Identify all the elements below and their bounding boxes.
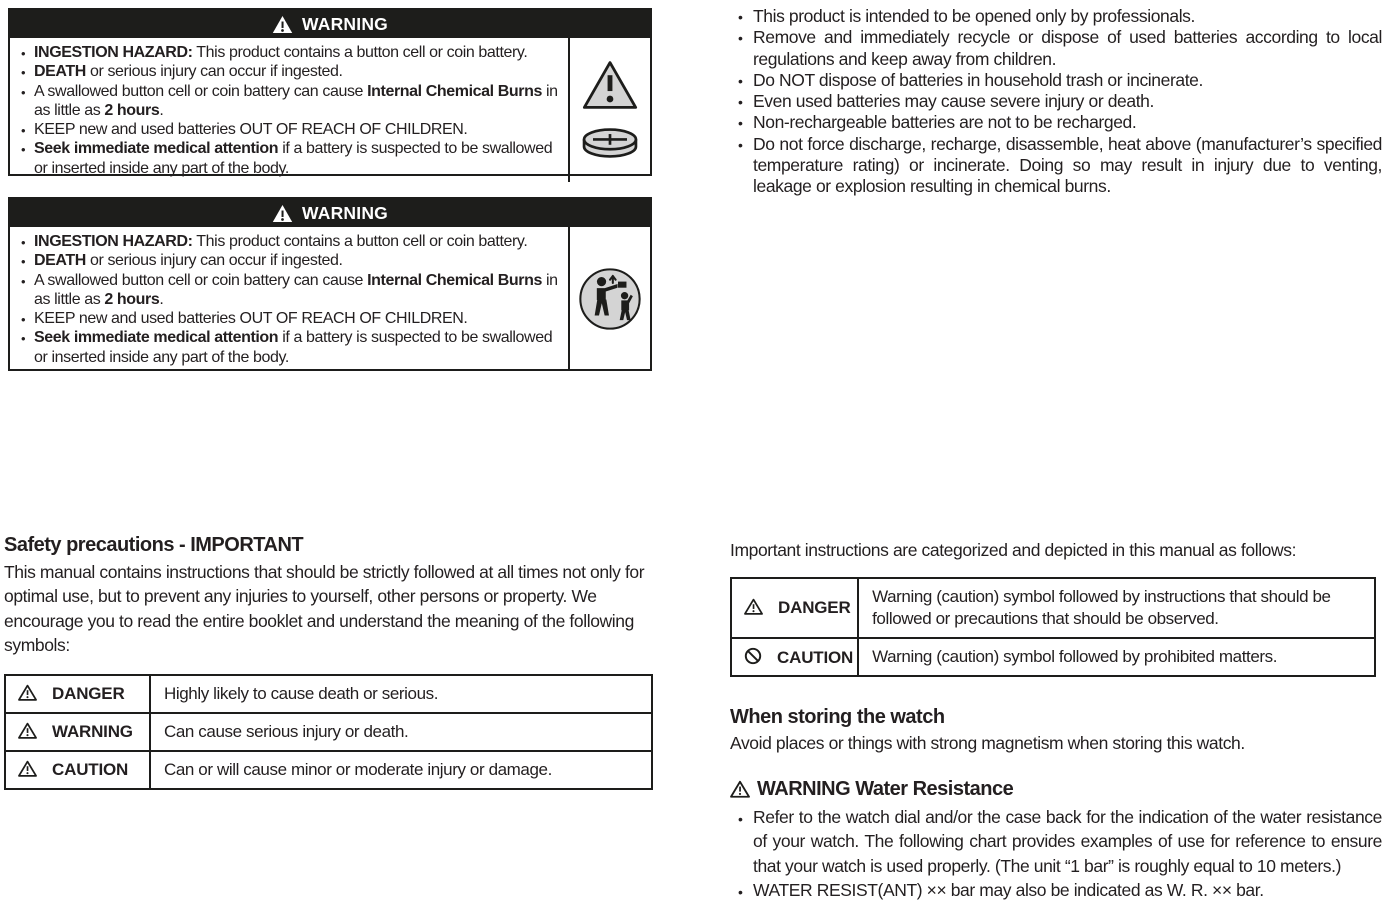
severity-cell xyxy=(5,751,150,789)
bullet-item: • Refer to the watch dial and/or the case back for the indication of the water resistance of your watch. The following chart provides examples of use for reference to ensure that your watch is used properly. (The unit “1 bar” is roughly equal to 10 meters.) xyxy=(730,805,1382,878)
severity-label: WARNING xyxy=(52,721,133,741)
severity-description: Can cause serious injury or death. xyxy=(150,713,652,751)
bullet-item: • INGESTION HAZARD: This product contains a button cell or coin battery. xyxy=(14,232,562,251)
safety-precautions-section xyxy=(4,532,653,790)
warning-triangle-icon xyxy=(18,760,37,777)
bullet-item: • Do not force discharge, recharge, disassemble, heat above (manufacturer’s specified temperature rating) or incinerate. Doing so may result in injury due to venting, leakage or explosion resulting in chemical burns. xyxy=(730,134,1382,198)
prohibition-icon xyxy=(744,647,762,665)
coin-battery-icon xyxy=(581,126,639,160)
battery-precaution-list xyxy=(730,6,1382,198)
table-row xyxy=(731,638,1375,676)
storing-watch-section xyxy=(730,704,1380,755)
bullet-item: • DEATH or serious injury can occur if ingested. xyxy=(14,62,562,81)
warning-triangle-icon xyxy=(730,780,750,798)
warning-icon-column xyxy=(568,227,650,371)
severity-cell xyxy=(5,713,150,751)
severity-label: CAUTION xyxy=(777,647,854,667)
bullet-item: • A swallowed button cell or coin battery can cause Internal Chemical Burns in as little as 2 hours. xyxy=(14,82,562,121)
bullet-item: • DEATH or serious injury can occur if ingested. xyxy=(14,251,562,270)
table-row xyxy=(5,713,652,751)
warning-icon-column xyxy=(568,38,650,182)
warning-box-header-label: WARNING xyxy=(302,13,388,34)
severity-description: Highly likely to cause death or serious. xyxy=(150,675,652,713)
warning-box-body xyxy=(10,38,650,182)
bullet-item: • A swallowed button cell or coin battery can cause Internal Chemical Burns in as little as 2 hours. xyxy=(14,271,562,310)
bullet-item: • Remove and immediately recycle or dispose of used batteries according to local regulations and keep away from children. xyxy=(730,27,1382,70)
warning-box-body xyxy=(10,227,650,371)
bullet-item: • This product is intended to be opened only by professionals. xyxy=(730,6,1382,27)
bullet-item: • Non-rechargeable batteries are not to be recharged. xyxy=(730,112,1382,133)
storing-watch-title: When storing the watch xyxy=(730,706,945,728)
bullet-item: • Do NOT dispose of batteries in household trash or incinerate. xyxy=(730,70,1382,91)
safety-precautions-title: Safety precautions - IMPORTANT xyxy=(4,534,304,556)
severity-label: DANGER xyxy=(52,683,125,703)
safety-precautions-body: This manual contains instructions that should be strictly followed at all times not only for optimal use, but to prevent any injuries to yourself, other persons or property. We encourage you to read the entire booklet and understand the meaning of the following symbols: xyxy=(4,562,645,656)
severity-label: DANGER xyxy=(778,598,851,618)
table-row xyxy=(5,751,652,789)
categories-intro: Important instructions are categorized and depicted in this manual as follows: xyxy=(730,540,1297,560)
table-row xyxy=(5,675,652,713)
bullet-item: • INGESTION HAZARD: This product contains a button cell or coin battery. xyxy=(14,43,562,62)
water-resistance-title xyxy=(730,776,1382,802)
bullet-item: • Seek immediate medical attention if a battery is suspected to be swallowed or inserted inside any part of the body. xyxy=(14,139,562,178)
instruction-categories-section xyxy=(730,538,1376,677)
storing-watch-body: Avoid places or things with strong magnetism when storing this watch. xyxy=(730,733,1245,753)
table-row xyxy=(731,578,1375,638)
ingestion-warning-box-2 xyxy=(8,197,652,371)
warning-triangle-icon xyxy=(272,15,293,34)
warning-box-header xyxy=(10,199,650,227)
severity-description: Can or will cause minor or moderate injury or damage. xyxy=(150,751,652,789)
severity-description: Warning (caution) symbol followed by instructions that should be followed or precautions that should be observed. xyxy=(858,578,1375,638)
ingestion-warning-box-1 xyxy=(8,8,652,176)
bullet-item: • KEEP new and used batteries OUT OF REACH OF CHILDREN. xyxy=(14,309,562,328)
warning-box-header xyxy=(10,10,650,38)
severity-description: Warning (caution) symbol followed by prohibited matters. xyxy=(858,638,1375,676)
bullet-item: • KEEP new and used batteries OUT OF REACH OF CHILDREN. xyxy=(14,120,562,139)
bullet-item: • WATER RESIST(ANT) ×× bar may also be indicated as W. R. ×× bar. xyxy=(730,878,1382,902)
water-resistance-section xyxy=(730,776,1382,902)
warning-triangle-icon xyxy=(582,60,638,110)
water-resistance-list xyxy=(730,805,1382,902)
warning-bullet-list xyxy=(10,227,568,371)
severity-table xyxy=(4,674,653,790)
warning-bullet-list xyxy=(10,38,568,182)
severity-cell xyxy=(731,578,858,638)
categories-table xyxy=(730,577,1376,677)
warning-triangle-icon xyxy=(18,722,37,739)
bullet-item: • Seek immediate medical attention if a battery is suspected to be swallowed or inserted inside any part of the body. xyxy=(14,328,562,367)
severity-cell xyxy=(5,675,150,713)
water-resistance-title-label: WARNING Water Resistance xyxy=(757,778,1014,800)
warning-triangle-icon xyxy=(744,598,763,615)
severity-label: CAUTION xyxy=(52,759,129,779)
warning-box-header-label: WARNING xyxy=(302,202,388,223)
warning-triangle-icon xyxy=(18,684,37,701)
warning-triangle-icon xyxy=(272,204,293,223)
keep-away-from-children-icon xyxy=(578,267,642,331)
bullet-item: • Even used batteries may cause severe injury or death. xyxy=(730,91,1382,112)
severity-cell xyxy=(731,638,858,676)
